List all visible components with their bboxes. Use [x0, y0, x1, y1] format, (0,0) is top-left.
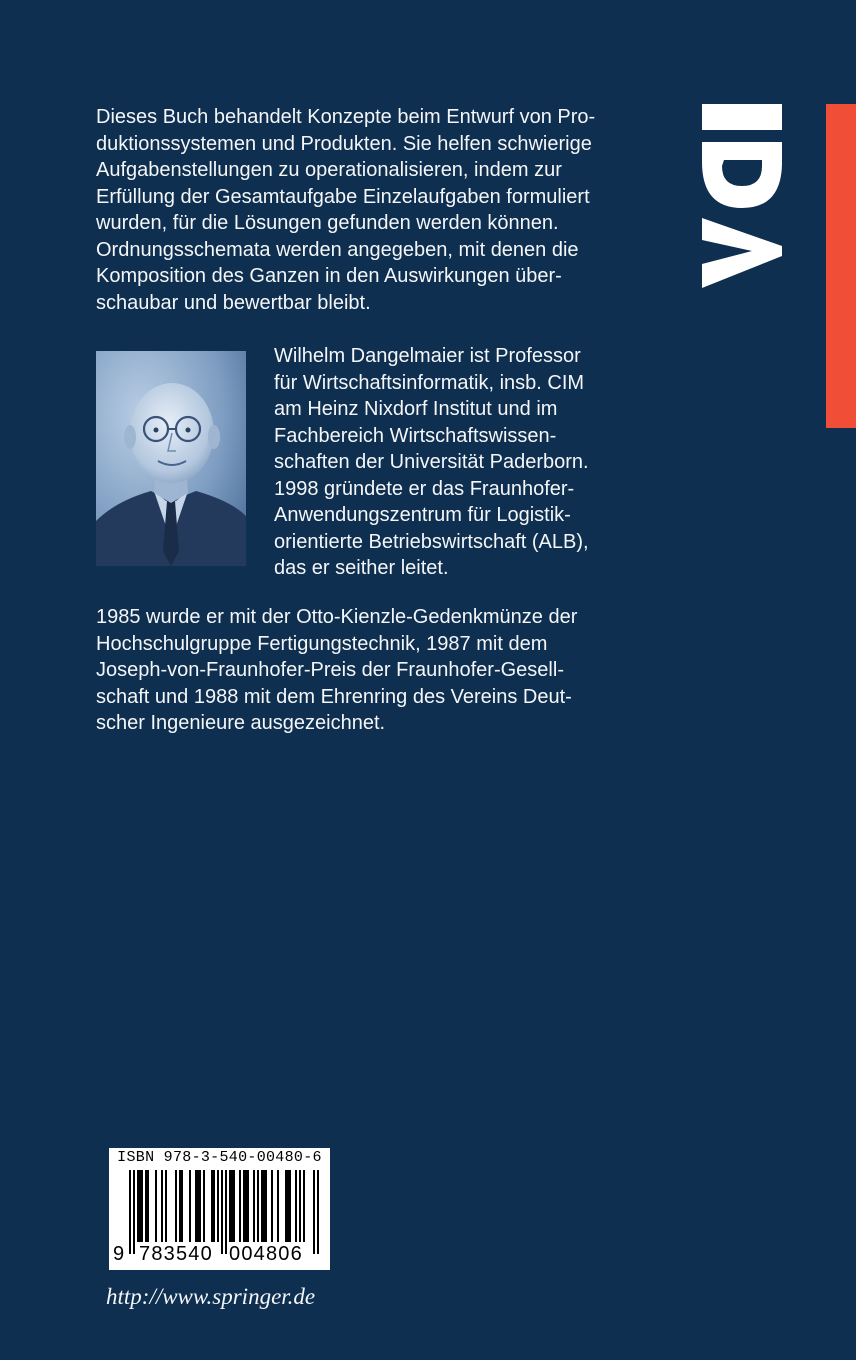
bio-line: schaften der Universität Paderborn. [274, 451, 589, 473]
barcode-bar [317, 1170, 319, 1254]
book-description [96, 104, 595, 316]
barcode-bar [141, 1170, 143, 1242]
barcode-bar [189, 1170, 191, 1242]
barcode-bar [199, 1170, 201, 1242]
barcode-bar [263, 1170, 265, 1242]
barcode-bar [289, 1170, 291, 1242]
barcode-bar [243, 1170, 245, 1242]
awards-line: schaft und 1988 mit dem Ehrenring des Vereins Deut- [96, 685, 572, 708]
awards-line: 1985 wurde er mit der Otto-Kienzle-Gedenkmünze der [96, 606, 578, 628]
barcode-bar [175, 1170, 177, 1242]
barcode-bar [129, 1170, 131, 1254]
barcode-bar [225, 1170, 227, 1254]
bio-line: orientierte Betriebswirtschaft (ALB), [274, 530, 589, 553]
barcode-bar [203, 1170, 205, 1242]
barcode-bar [247, 1170, 249, 1242]
barcode-bar [213, 1170, 215, 1242]
accent-bar [826, 104, 856, 428]
barcode-bar [239, 1170, 241, 1242]
barcode-bar [265, 1170, 267, 1242]
barcode-bar [271, 1170, 273, 1242]
barcode-left-group: 783540 [139, 1243, 213, 1265]
barcode-bar [139, 1170, 141, 1242]
barcode-bar [211, 1170, 213, 1242]
barcode-right-group: 004806 [229, 1243, 303, 1265]
bio-line: für Wirtschaftsinformatik, insb. CIM [274, 371, 585, 394]
bio-line: das er seither leitet. [274, 557, 449, 579]
barcode-bar [145, 1170, 147, 1242]
barcode-bar [285, 1170, 287, 1242]
barcode-bar [229, 1170, 231, 1242]
barcode-bar [253, 1170, 255, 1242]
awards-paragraph [96, 604, 577, 737]
barcode-bar [299, 1170, 301, 1242]
bio-line: Anwendungszentrum für Logistik- [274, 504, 571, 526]
barcode-bar [233, 1170, 235, 1242]
bio-line: 1998 gründete er das Fraunhofer- [274, 477, 575, 500]
barcode-bar [261, 1170, 263, 1242]
barcode-bar [221, 1170, 223, 1254]
bio-line: Fachbereich Wirtschaftswissen- [274, 424, 557, 447]
barcode-bar [303, 1170, 305, 1242]
author-bio [274, 343, 589, 582]
barcode-bar [195, 1170, 197, 1242]
description-line: Aufgabenstellungen zu operationalisieren, indem zur [96, 159, 562, 181]
barcode-bar [245, 1170, 247, 1242]
awards-line: scher Ingenieure ausgezeichnet. [96, 712, 386, 734]
barcode-bar [133, 1170, 135, 1254]
barcode-bar [181, 1170, 183, 1242]
awards-line: Joseph-von-Fraunhofer-Preis der Fraunhofer-Gesell- [96, 659, 564, 681]
barcode-bar [217, 1170, 219, 1242]
description-line: Dieses Buch behandelt Konzepte beim Entwurf von Pro- [96, 106, 596, 128]
barcode-bar [155, 1170, 157, 1242]
barcode-bar [179, 1170, 181, 1242]
barcode-bar [295, 1170, 297, 1242]
description-line: Komposition des Ganzen in den Auswirkungen über- [96, 265, 562, 287]
isbn-barcode [109, 1148, 330, 1270]
isbn-label: ISBN 978-3-540-00480-6 [117, 1149, 322, 1166]
vdi-logo [700, 100, 784, 292]
barcode-bar [313, 1170, 315, 1254]
barcode-bar [147, 1170, 149, 1242]
publisher-url: http://www.springer.de [106, 1284, 316, 1309]
author-portrait [96, 351, 246, 566]
description-line: Erfüllung der Gesamtaufgabe Einzelaufgaben formuliert [96, 185, 590, 208]
bio-line: am Heinz Nixdorf Institut und im [274, 398, 558, 420]
barcode-bar [161, 1170, 163, 1242]
barcode-bar [257, 1170, 259, 1242]
barcode-bar [165, 1170, 167, 1242]
barcode-bar [197, 1170, 199, 1242]
barcode-bar [277, 1170, 279, 1242]
description-line: wurden, für die Lösungen gefunden werden können. [96, 212, 559, 234]
bio-line: Wilhelm Dangelmaier ist Professor [274, 345, 581, 367]
description-line: schaubar und bewertbar bleibt. [96, 291, 371, 314]
barcode-lead-digit: 9 [113, 1243, 125, 1265]
barcode-bar [137, 1170, 139, 1242]
barcode-bar [231, 1170, 233, 1242]
description-line: duktionssystemen und Produkten. Sie helfen schwierige [96, 132, 592, 155]
vdi-logo-mark [700, 100, 784, 292]
barcode-bar [287, 1170, 289, 1242]
description-line: Ordnungsschemata werden angegeben, mit denen die [96, 238, 579, 261]
author-portrait-image [96, 351, 246, 566]
awards-line: Hochschulgruppe Fertigungstechnik, 1987 mit dem [96, 632, 548, 655]
